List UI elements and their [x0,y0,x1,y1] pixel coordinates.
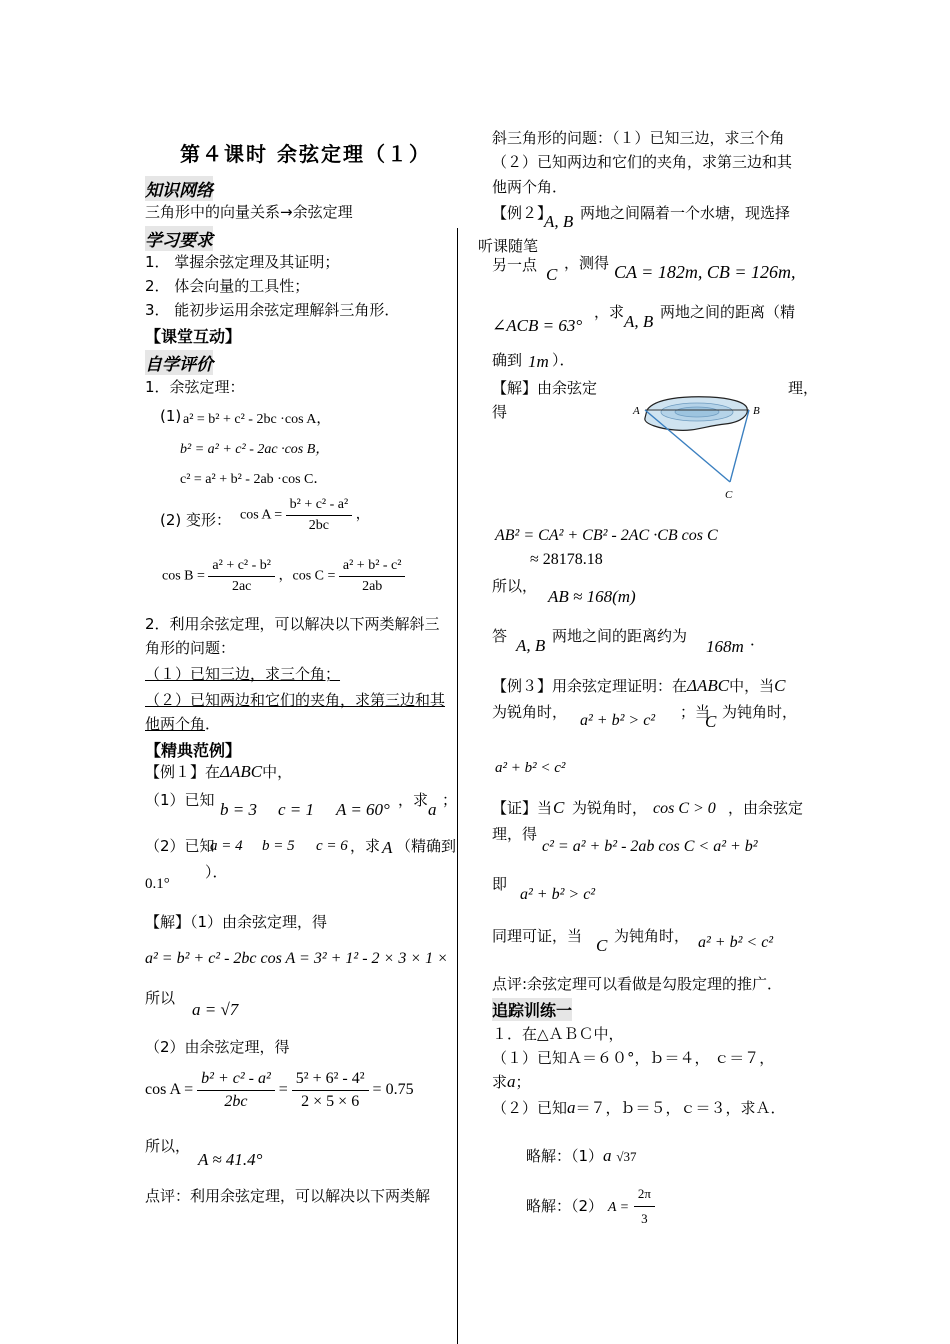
case-1: （１）已知三边，求三个角； [145,665,341,683]
track-item-1: １．在△ＡＢＣ中， [492,1025,624,1043]
proof-result: a² + b² > c² [520,886,596,903]
cosA-lhs: cos A = [240,507,283,523]
example-2-AB2: A, B [624,312,654,331]
proof-eq: c² = a² + b² - 2ab cos C < a² + b² [542,838,758,855]
example-1-head [145,762,292,782]
proof-head: 【证】当 [492,799,553,817]
solution-num-2: 5² + 6² - 4² [292,1070,369,1091]
solution-fraction-1 [197,1070,275,1111]
solution-den-2: 2 × 5 × 6 [301,1093,360,1110]
formula-2: b² = a² + c² - 2ac ·cos B， [180,442,330,457]
req-1: 1． 掌握余弦定理及其证明； [145,253,340,271]
formula-3: c² = a² + b² - 2ab ·cos C． [180,472,328,487]
so-text-1: 所以 [145,989,176,1007]
cosA-denominator: 2bc [308,518,330,533]
track-a: a [507,1072,516,1091]
example-2-measurements: CA = 182m, CB = 126m, [614,262,796,282]
pond-figure [625,388,775,506]
solution-head: 【解】（1）由余弦定理，得 [145,913,328,931]
right-line-3: 他两个角． [492,178,568,196]
solution-num-1: b² + c² - a² [197,1070,275,1091]
given-a4: a = 4 [210,838,243,854]
label-C: C [725,489,733,501]
example-2-1m: 1m [528,352,549,371]
example-3-label: 【例３】用余弦定理证明：在 [492,677,688,695]
brief-2 [526,1184,655,1229]
track-given: （２）已知 [492,1099,568,1117]
brief-2-label: 略解：（2） [526,1197,604,1215]
example-2-text-2: 另一点 [492,256,538,274]
brief-2-num: 2π [634,1184,655,1207]
solution-den-1: 2bc [224,1093,248,1110]
solution-result-2: A ≈ 41.4° [198,1150,263,1169]
example-2-label: 【例２】 [492,204,553,222]
solution-part2: （2）由余弦定理，得 [145,1038,290,1056]
given-b5: b = 5 [262,838,295,854]
heading-self-eval: 自学评价 [145,350,213,375]
track-semi: ； [515,1073,531,1091]
unknown-a: a [428,800,437,819]
cosA-formula [240,497,370,534]
proof-text-1: 为锐角时， [572,799,648,817]
answer-AB: A, B [516,636,546,655]
solution-eq-1: a² = b² + c² - 2bc cos A = 3² + 1² - 2 × 3 × 1 × [145,950,448,967]
so-text-2: 所以， [145,1137,191,1155]
solution-result-1: a = √7 [192,1000,239,1019]
brief-2-fraction [634,1184,655,1229]
pond-contour-2 [675,407,719,417]
heading-knowledge: 知识网络 [145,176,213,201]
brief-1-value: √37 [616,1149,637,1164]
proof-C: C [553,798,565,817]
precision-close: ）． [205,863,228,881]
example-3-text-4: 为钝角时， [722,703,798,721]
unknown-A: A [382,838,393,857]
solution-fraction-2 [292,1070,369,1111]
item-1: 1．余弦定理： [145,378,245,396]
track-item-4 [492,1098,786,1118]
knowledge-line: 三角形中的向量关系→余弦定理 [145,203,353,221]
solution-2-approx: ≈ 28178.18 [530,551,603,568]
cosB-fraction [208,558,275,595]
track-rest: ＝７，ｂ＝５，ｃ＝３，求Ａ． [575,1099,786,1117]
cosC-lhs: ，cos C = [278,568,336,584]
given-A: A = 60° [336,800,390,819]
comment-left: 点评：利用余弦定理，可以解决以下两类解 [145,1187,431,1205]
example-2-text-3: ，测得 [564,254,610,272]
example-1-mid: 中， [262,763,293,781]
example-3-ineq-1: a² + b² > c² [580,712,656,729]
proof-ji: 即 [492,875,508,893]
note-label: 听课随笔 [478,237,539,255]
formula-1: a² = b² + c² - 2bc ·cos A， [183,412,331,427]
cosC-denominator: 2ab [362,579,383,594]
solution-2-li: 理， [788,379,819,397]
example-2-AB: A, B [544,212,574,231]
comment-right: 点评:余弦定理可以看做是勾股定理的推广． [492,975,783,993]
example-3-C2: C [705,712,717,731]
answer-period: ． [750,631,766,649]
track-item-3 [492,1072,531,1092]
req-3: 3． 能初步运用余弦定理解斜三角形． [145,301,400,319]
proof-result-2: a² + b² < c² [698,934,774,951]
track-ask: 求 [492,1073,508,1091]
case-2-line1: （２）已知两边和它们的夹角，求第三边和其 [145,691,446,709]
so-text-3: 所以， [492,577,538,595]
cosB-denominator: 2ac [231,579,252,594]
example-1-label: 【例１】在 [145,763,221,781]
solution-cos-lhs: cos A = [145,1081,194,1099]
triangle-abc: ΔABC [220,762,263,781]
example-2-angle: ∠ACB = 63° [492,316,583,335]
cosC-fraction [339,558,406,595]
brief-2-A: A = [607,1200,630,1215]
example-3-text-2: 为锐角时， [492,703,568,721]
example-3-C: C [774,676,786,695]
example-2-text-5: 两地之间的距离（精 [660,303,796,321]
heading-requirements: 学习要求 [145,226,213,251]
proof-cos: cos C > 0 [653,800,716,817]
period: ． [205,715,221,733]
heading-class: 【课堂互动】 [145,327,242,346]
right-line-1: 斜三角形的问题：（１）已知三边，求三个角 [492,129,785,147]
example-2-text-7: ）． [552,351,575,369]
cosB-numerator: a² + c² - b² [208,558,275,577]
heading-tracking: 追踪训练一 [492,998,572,1021]
given-c: c = 1 [278,800,315,819]
solution-2-head: 【解】由余弦定 [492,379,598,397]
solution-value: = 0.75 [372,1081,414,1099]
brief-2-den: 3 [641,1211,648,1226]
precision-value: 0.1° [145,876,170,892]
page-title: 第４课时 余弦定理（１） [180,142,431,166]
example-2-text-1: 两地之间隔着一个水塘，现选择 [580,204,791,222]
cosB-lhs: cos B = [162,568,205,584]
label-B: B [753,405,760,417]
proof-similar: 同理可证，当 [492,927,583,945]
precision-text: （精确到 [396,837,457,855]
given-c6: c = 6 [316,838,348,854]
track-a2: a [567,1098,576,1117]
example-3-head [492,676,785,696]
given-b: b = 3 [220,800,257,819]
example-2-text-6: 确到 [492,351,523,369]
formula-variant-prefix: (2) 变形： [160,511,232,529]
ask-text: ，求 [398,791,429,809]
solution-2-eq: AB² = CA² + CB² - 2AC ·CB cos C [495,527,718,544]
formula-1-prefix: (1) [160,407,182,425]
proof-text-3: 理，得 [492,825,538,843]
proof-text-2: ，由余弦定 [728,799,804,817]
example-2-C: C [546,265,558,284]
example-3-triangle: ΔABC [687,676,730,695]
cosA-fraction [286,497,353,534]
solution-cos-formula: cos A = $\frac{\text{b² + c² - a²}}{2bc}$ = $\frac{\text{5² + 6² - 4²}}{2 \times 5 \times 6}$ = 0.75 [145,1070,414,1110]
example-3-text-1: 中，当 [729,677,775,695]
comma: ， [355,507,370,523]
proof-text-4: 为钝角时， [614,927,690,945]
ask-text-2: ，求 [350,837,381,855]
label-A: A [633,405,640,417]
item-2-line2: 角形的问题： [145,639,236,657]
cosA-numerator: b² + c² - a² [286,497,353,516]
solution-2-de: 得 [492,403,508,421]
answer-text: 两地之间的距离约为 [552,627,688,645]
semicolon: ； [442,791,458,809]
example-1-part1: （1）已知 [145,791,215,809]
brief-1 [526,1146,636,1167]
heading-examples: 【精典范例】 [145,741,242,760]
example-3-ineq-2: a² + b² < c² [495,760,566,776]
example-2-text-4: ，求 [594,303,625,321]
track-item-2: （１）已知Ａ＝６０°，ｂ＝４， ｃ＝７， [492,1049,775,1067]
brief-1-a: a [603,1146,612,1165]
example-1-part2: （2）已知 [145,837,215,855]
cosC-numerator: a² + b² - c² [339,558,406,577]
item-2-line1: 2．利用余弦定理，可以解决以下两类解斜三 [145,615,440,633]
solution-2-result: AB ≈ 168(m) [548,587,636,606]
column-divider [457,228,458,1344]
case-2-line2-text: 他两个角 [145,715,206,733]
right-line-2: （２）已知两边和它们的夹角，求第三边和其 [492,153,793,171]
proof-C3: C [596,936,608,955]
cosB-cosC-formula [162,558,405,595]
example-3-text-3: ；当 [680,703,711,721]
brief-1-label: 略解：（1） [526,1147,604,1165]
case-2-line2 [145,714,220,734]
req-2: 2． 体会向量的工具性； [145,277,310,295]
answer-label: 答 [492,627,508,645]
answer-value: 168m [706,637,744,656]
